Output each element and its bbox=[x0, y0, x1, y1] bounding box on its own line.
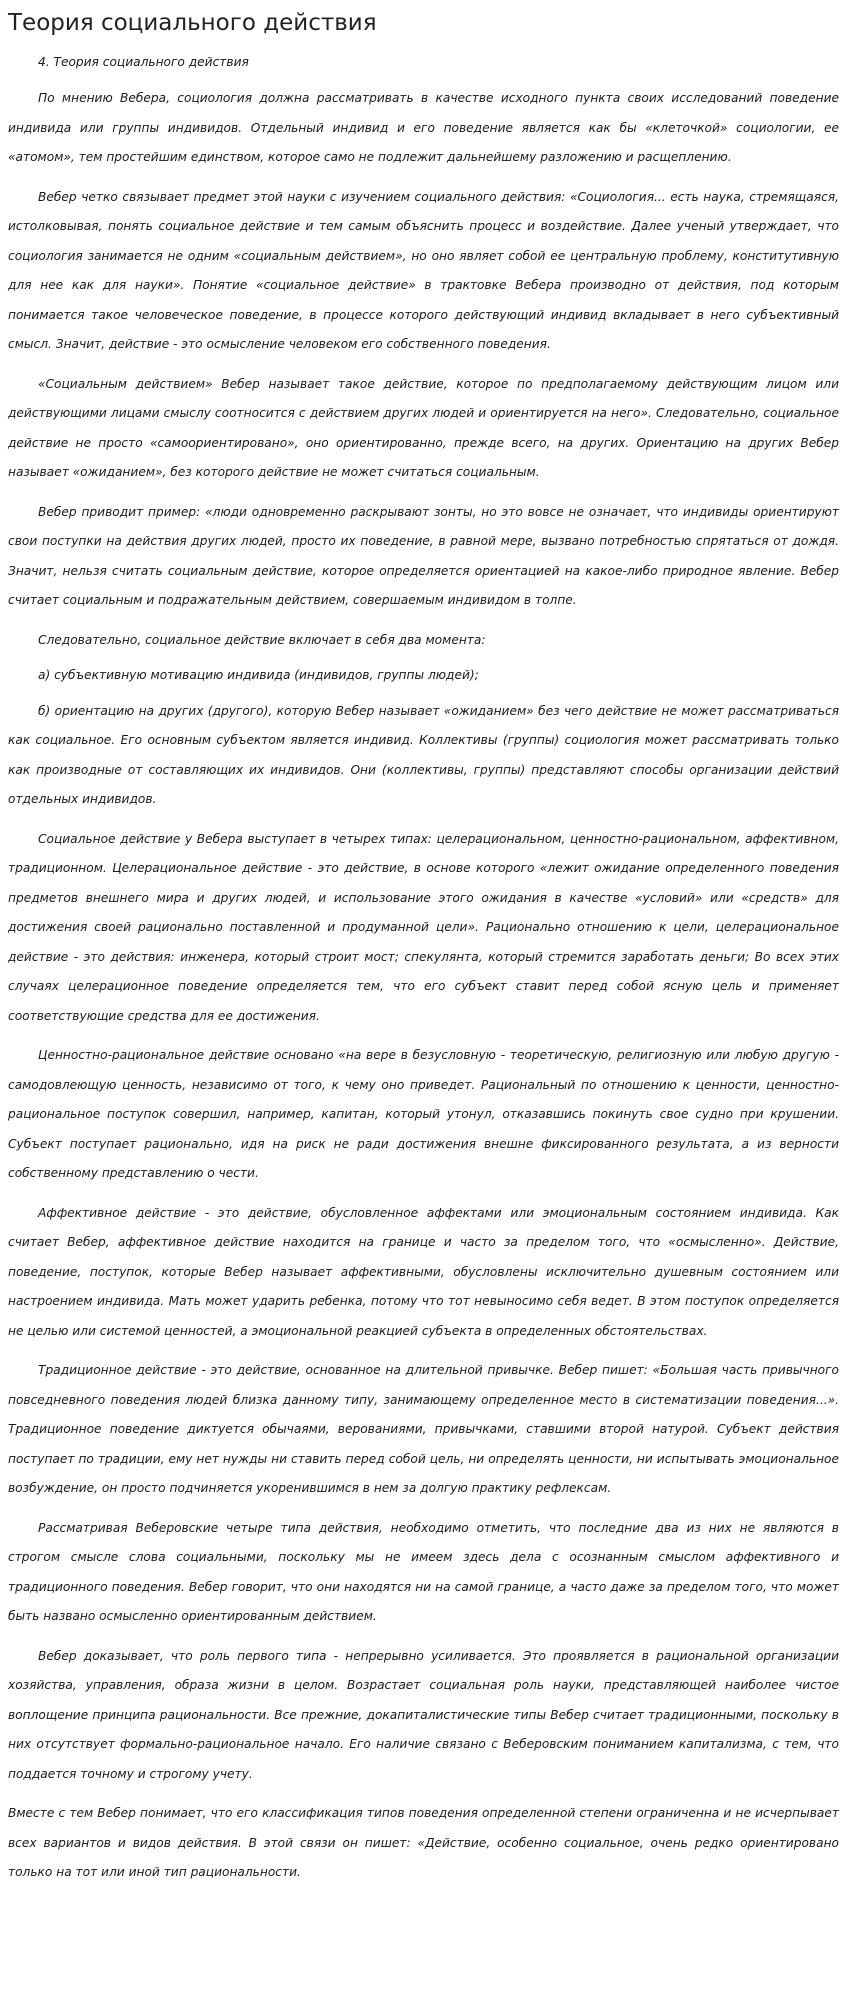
paragraph-14: Вместе с тем Вебер понимает, что его классификация типов поведения определенной степени ограниченна и не исчерпывает всех вариантов и видов действия. В этой связи он пишет: «Действие, особенно социальное, очень редко ориентировано только на тот или иной тип рациональности. bbox=[8, 1806, 839, 1879]
paragraph-9: Ценностно-рациональное действие основано «на вере в безусловную - теоретическую, религиозную или любую другую - самодовлеющую ценность, независимо от того, к чему оно приведет. Рациональный по отношению к ценности, ценностно-рациональное поступок совершил, например, капитан, который утонул, отказавшись покинуть свое судно при крушении. Субъект поступает рационально, идя на риск не ради достижения внешне фиксированного результата, а из верности собственному представлению о чести. bbox=[8, 1048, 839, 1180]
paragraph-11: Традиционное действие - это действие, основанное на длительной привычке. Вебер пишет: «Большая часть привычного повседневного поведения людей близка данному типу, занимающему определенное место в систематизации поведения...». Традиционное поведение диктуется обычаями, верованиями, привычками, ставшими второй натурой. Субъект действия поступает по традиции, ему нет нужды ни ставить перед собой цель, ни определять ценности, ни испытывать эмоциональное возбуждение, он просто подчиняется укоренившимся в нем за долгую практику рефлексам. bbox=[8, 1363, 839, 1495]
paragraph-13: Вебер доказывает, что роль первого типа - непрерывно усиливается. Это проявляется в рациональной организации хозяйства, управления, образа жизни в целом. Возрастает социальная роль науки, представляющей наиболее чистое воплощение принципа рациональности. Все прежние, докапиталистические типы Вебер считает традиционными, поскольку в них отсутствует формально-рациональное начало. Его наличие связано с Веберовским пониманием капитализма, с тем, что поддается точному и строгому учету. bbox=[8, 1648, 839, 1781]
section-heading: 4. Теория социального действия bbox=[38, 55, 249, 69]
paragraph-12: Рассматривая Веберовские четыре типа действия, необходимо отметить, что последние два из них не являются в строгом смысле слова социальными, поскольку мы не имеем здесь дела с осознанным смыслом аффективного и традиционного поведения. Вебер говорит, что они находятся ни на самой границе, а часто даже за пределом того, что может быть названо осмысленно ориентированным действием. bbox=[8, 1520, 839, 1623]
paragraph-1: По мнению Вебера, социология должна рассматривать в качестве исходного пункта своих исследований поведение индивида или группы индивидов. Отдельный индивид и его поведение является как бы «клеточкой» социологии, ее «атомом», тем простейшим единством, которое само не подлежит дальнейшему разложению и расщеплению. bbox=[8, 91, 839, 164]
paragraph-10: Аффективное действие - это действие, обусловленное аффектами или эмоциональным состоянием индивида. Как считает Вебер, аффективное действие находится на границе и часто за пределом того, что «осмысленно». Действие, поведение, поступок, которые Вебер называет аффективными, обусловлены исключительно душевным состоянием или настроением индивида. Мать может ударить ребенка, потому что тот невыносимо себя ведет. В этом поступок определяется не целью или системой ценностей, а эмоциональной реакцией субъекта в определенных обстоятельствах. bbox=[8, 1205, 839, 1338]
paragraph-3: «Социальным действием» Вебер называет такое действие, которое по предполагаемому действующим лицом или действующими лицами смыслу соотносится с действием других людей и ориентируется на него». Следовательно, социальное действие не просто «самоориентировано», оно ориентированно, прежде всего, на других. Ориентацию на других Вебер называет «ожиданием», без которого действие не может считаться социальным. bbox=[8, 376, 839, 479]
paragraph-8: Социальное действие у Вебера выступает в четырех типах: целерациональном, ценностно-рациональном, аффективном, традиционном. Целерациональное действие - это действие, в основе которого «лежит ожидание определенного поведения предметов внешнего мира и других людей, и использование этого ожидания в качестве «условий» или «средств» для достижения своей рационально поставленной и продуманной цели». Рационально отношению к цели, целерациональное действие - это действия: инженера, который строит мост; спекулянта, который стремится заработать деньги; Во всех этих случаях целерационное поведение определяется тем, что его субъект ставит перед собой ясную цель и применяет соответствующие средства для ее достижения. bbox=[8, 831, 839, 1023]
paragraph-6: а) субъективную мотивацию индивида (индивидов, группы людей); bbox=[38, 668, 479, 682]
paragraph-7: б) ориентацию на других (другого), которую Вебер называет «ожиданием» без чего действие не может рассматриваться как социальное. Его основным субъектом является индивид. Коллективы (группы) социология может рассматривать только как производные от составляющих их индивидов. Они (коллективы, группы) представляют способы организации действий отдельных индивидов. bbox=[8, 703, 839, 806]
paragraph-5: Следовательно, социальное действие включает в себя два момента: bbox=[38, 632, 486, 647]
paragraph-4: Вебер приводит пример: «люди одновременно раскрывают зонты, но это вовсе не означает, что индивиды ориентируют свои поступки на действия других людей, просто их поведение, в равной мере, вызвано потребностью спрятаться от дождя. Значит, нельзя считать социальным действие, которое определяется ориентацией на какое-либо природное явление. Вебер считает социальным и подражательным действием, совершаемым индивидом в толпе. bbox=[8, 504, 839, 607]
page-title: Теория социального действия bbox=[8, 10, 377, 36]
paragraph-2: Вебер четко связывает предмет этой науки с изучением социального действия: «Социология... есть наука, стремящаяся, истолковывая, понять социальное действие и тем самым объяснить процесс и воздействие. Далее ученый утверждает, что социология занимается не одним «социальным действием», но оно являет собой ее центральную проблему, конститутивную для нее как для науки». Понятие «социальное действие» в трактовке Вебера производно от действия, под которым понимается такое человеческое поведение, в процессе которого действующий индивид вкладывает в него субъективный смысл. Значит, действие - это осмысление человеком его собственного поведения. bbox=[8, 189, 839, 351]
